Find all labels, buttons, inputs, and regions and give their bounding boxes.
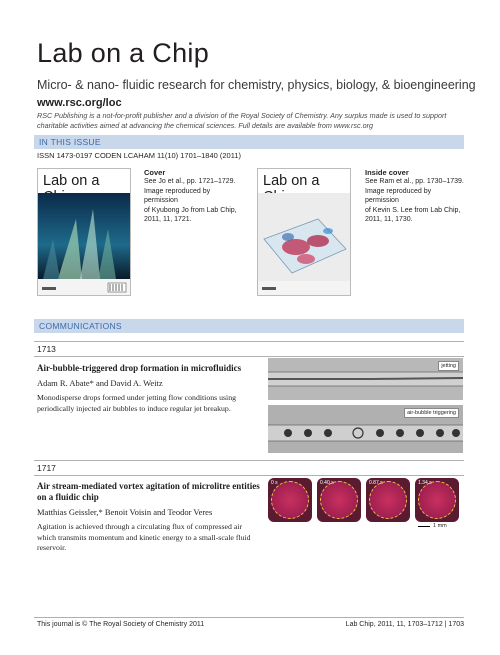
article-title-link[interactable]: on a fluidic chip (37, 492, 99, 502)
journal-url-link[interactable]: www.rsc.org/loc (37, 97, 122, 109)
vortex-time-label: 0 s (271, 480, 278, 486)
divider (34, 356, 464, 357)
in-this-issue-bar (34, 135, 464, 149)
article-authors: Matthias Geissler,* Benoit Voisin and Teodor Veres (37, 507, 213, 517)
cover-image[interactable] (37, 168, 131, 296)
cover-illustration (38, 169, 130, 295)
article-page-number: 1717 (37, 463, 56, 473)
cover-caption-line: See Jo et al., pp. 1721–1729. (144, 178, 236, 185)
vortex-figure (268, 478, 463, 536)
vortex-frame (366, 478, 410, 522)
communications-label: COMMUNICATIONS (39, 321, 122, 331)
article-title-link[interactable]: Air-bubble-triggered drop formation in microfluidics (37, 363, 242, 373)
article-page-number: 1713 (37, 344, 56, 354)
vortex-frame (317, 478, 361, 522)
vortex-frame (268, 478, 312, 522)
article-abstract: Agitation is achieved through a circulating flux of compressed air which transmits momentum and kinetic energy to a small-scale fluid reservoir. (37, 522, 251, 552)
vortex-droplet (320, 481, 358, 519)
publisher-note: RSC Publishing is a not-for-profit publisher and a division of the Royal Society of Chemistry. Any surplus made is used to support charitable activities aimed at advancing the chemical sciences. Full details are available from www.rsc.org (37, 111, 447, 130)
article-title-link[interactable]: Air stream-mediated vortex agitation of microlitre entities (37, 481, 260, 491)
footer-divider (34, 617, 464, 618)
journal-title: Lab on a Chip (37, 38, 210, 68)
scale-bar (418, 526, 430, 527)
inside-cover-caption-line: 2011, 11, 1730. (365, 216, 413, 223)
vortex-time-label: 0.40 s (320, 480, 334, 486)
vortex-time-label: 1.34 s (418, 480, 432, 486)
inside-cover-image[interactable] (257, 168, 351, 296)
cover-caption (144, 168, 244, 225)
communications-bar (34, 319, 464, 333)
scale-bar-label: 1 mm (433, 523, 447, 529)
article-abstract: Monodisperse drops formed under jetting flow conditions using periodically injected air bubbles to induce regular jet breakup. (37, 393, 237, 413)
divider (34, 475, 464, 476)
vortex-time-label: 0.87 s (369, 480, 383, 486)
vortex-frame (415, 478, 459, 522)
inside-cover-illustration (258, 169, 350, 295)
jetting-figure (268, 358, 463, 400)
vortex-droplet (369, 481, 407, 519)
footer-citation: Lab Chip, 2011, 11, 1703–1712 | 1703 (345, 621, 464, 628)
cover-caption-line: 2011, 11, 1721. (144, 216, 192, 223)
issn-line: ISSN 1473-0197 CODEN LCAHAM 11(10) 1701–1840 (2011) (37, 151, 242, 160)
footer-copyright: This journal is © The Royal Society of Chemistry 2011 (37, 621, 205, 628)
cover-caption-line: Image reproduced by permission (144, 187, 211, 204)
journal-tagline: Micro- & nano- fluidic research for chemistry, physics, biology, & bioengineering (37, 78, 476, 92)
inside-cover-caption-line: See Ram et al., pp. 1730–1739. (365, 178, 464, 185)
vortex-droplet (271, 481, 309, 519)
jetting-channel-graphic (268, 358, 463, 400)
inside-cover-masthead: Lab on a (263, 173, 320, 189)
cover-caption-title: Cover (144, 168, 166, 177)
divider (34, 341, 464, 342)
in-this-issue-label: IN THIS ISSUE (39, 137, 101, 147)
divider (34, 460, 464, 461)
jetting-label: jetting (438, 361, 459, 371)
inside-cover-caption-line: Image reproduced by permission (365, 187, 432, 204)
cover-masthead: Lab on a (43, 173, 100, 189)
vortex-droplet (418, 481, 456, 519)
air-bubble-label: air-bubble triggering (404, 408, 459, 418)
air-bubble-figure (268, 405, 463, 453)
inside-cover-caption-title: Inside cover (365, 168, 409, 177)
inside-cover-caption-line: of Kevin S. Lee from Lab Chip, (365, 206, 461, 214)
article-authors: Adam R. Abate* and David A. Weitz (37, 378, 163, 388)
cover-caption-line: of Kyubong Jo from Lab Chip, (144, 206, 237, 214)
inside-cover-caption (365, 168, 465, 225)
